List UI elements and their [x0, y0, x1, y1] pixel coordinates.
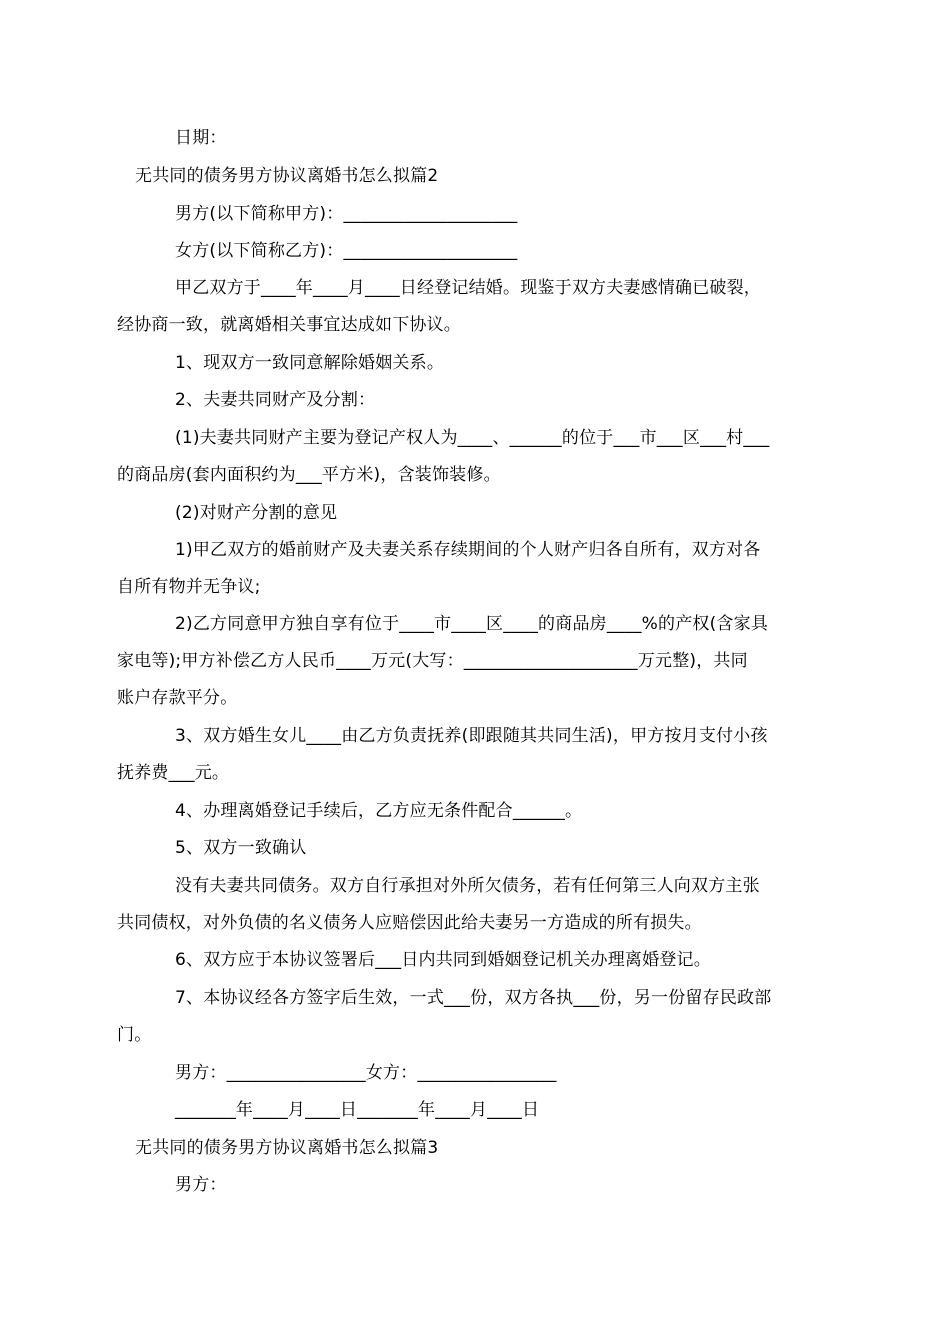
signature-date-line: _______年____月____日_______年____月____日: [175, 1100, 540, 1120]
section-heading-2: 无共同的债务男方协议离婚书怎么拟篇2: [135, 166, 439, 186]
wife-field-line: 女方(以下简称乙方)：____________________: [175, 241, 518, 261]
clause-5: 5、双方一致确认: [175, 838, 307, 858]
clause-5-text-line-2: 共同债权，对外负债的名义债务人应赔偿因此给夫妻另一方造成的所有损失。: [117, 913, 702, 933]
clause-2-2-1-line-2: 自所有物并无争议;: [117, 577, 261, 597]
clause-1: 1、现双方一致同意解除婚姻关系。: [175, 353, 445, 373]
clause-7-line-2: 门。: [117, 1025, 152, 1045]
clause-5-text-line-1: 没有夫妻共同债务。双方自行承担对外所欠债务，若有任何第三人向双方主张: [175, 876, 760, 896]
husband-field-line: 男方(以下简称甲方)：____________________: [175, 204, 518, 224]
clause-2-2: (2)对财产分割的意见: [175, 503, 338, 523]
clause-2-2-2-line-3: 账户存款平分。: [117, 688, 238, 708]
marriage-paragraph-line-1: 甲乙双方于____年____月____日经登记结婚。现鉴于双方夫妻感情确已破裂，: [175, 278, 761, 298]
clause-2-1-line-1: (1)夫妻共同财产主要为登记产权人为____、______的位于___市___区___村___: [175, 428, 770, 448]
husband-label: 男方：: [175, 1175, 227, 1195]
clause-3-line-1: 3、双方婚生女儿____由乙方负责抚养(即跟随其共同生活)，甲方按月支付小孩: [175, 726, 768, 746]
clause-2-2-1-line-1: 1)甲乙双方的婚前财产及夫妻关系存续期间的个人财产归各自所有，双方对各: [175, 540, 761, 560]
clause-4: 4、办理离婚登记手续后，乙方应无条件配合______。: [175, 801, 583, 821]
clause-2: 2、夫妻共同财产及分割：: [175, 390, 376, 410]
signature-line: 男方：________________女方：________________: [175, 1063, 557, 1083]
marriage-paragraph-line-2: 经协商一致，就离婚相关事宜达成如下协议。: [117, 315, 461, 335]
section-heading-3: 无共同的债务男方协议离婚书怎么拟篇3: [135, 1138, 439, 1158]
clause-7-line-1: 7、本协议经各方签字后生效，一式___份，双方各执___份，另一份留存民政部: [175, 988, 772, 1008]
clause-6: 6、双方应于本协议签署后___日内共同到婚姻登记机关办理离婚登记。: [175, 950, 711, 970]
clause-2-2-2-line-1: 2)乙方同意甲方独自享有位于____市____区____的商品房____%的产权(含家具: [175, 614, 769, 634]
clause-2-2-2-line-2: 家电等);甲方补偿乙方人民币____万元(大写：____________________万元整)，共同: [117, 651, 748, 671]
clause-2-1-line-2: 的商品房(套内面积约为___平方米)，含装饰装修。: [117, 465, 501, 485]
date-label: 日期：: [175, 128, 227, 148]
clause-3-line-2: 抚养费___元。: [117, 763, 230, 783]
